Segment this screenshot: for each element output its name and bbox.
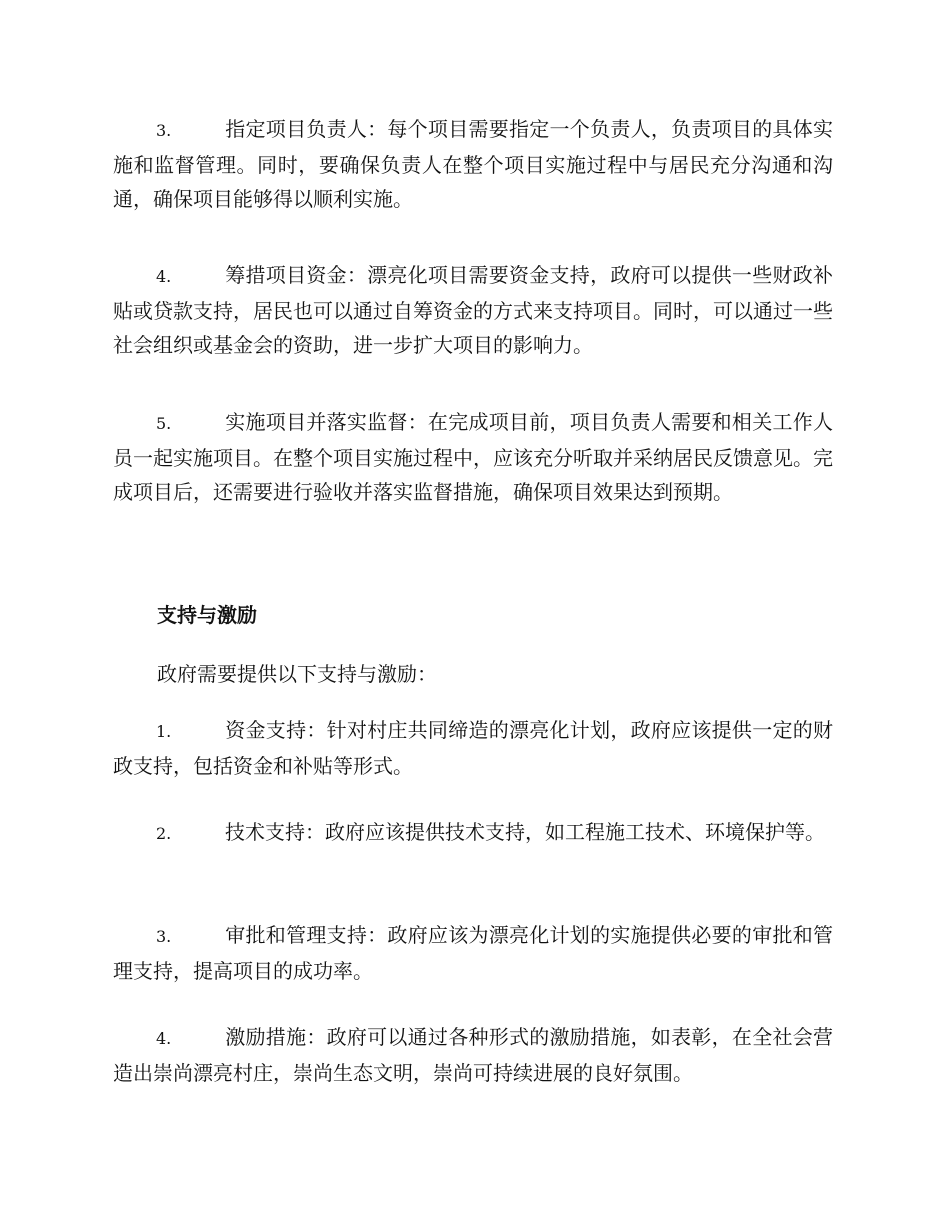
list-item-number: 1. [156, 722, 172, 741]
list-item-number: 4. [156, 1029, 172, 1048]
list-item [113, 258, 833, 362]
list-item-number: 3. [156, 121, 172, 140]
list-item-number: 3. [156, 927, 172, 946]
list-item [113, 1020, 833, 1090]
list-item-text: 技术支持：政府应该提供技术支持，如工程施工技术、环境保护等。 [225, 820, 825, 844]
list-item-number: 2. [156, 824, 172, 843]
list-item-text: 激励措施：政府可以通过各种形式的激励措施，如表彰，在全社会营造出崇尚漂亮村庄，崇尚生态文明，崇尚可持续进展的良好氛围。 [113, 1025, 833, 1085]
list-item-number: 5. [156, 414, 172, 433]
list-item-text: 资金支持：针对村庄共同缔造的漂亮化计划，政府应该提供一定的财政支持，包括资金和补贴等形式。 [113, 718, 833, 778]
list-item [113, 815, 833, 851]
list-item [113, 112, 833, 216]
section-heading: 支持与激励 [157, 603, 257, 627]
list-item-text: 指定项目负责人：每个项目需要指定一个负责人，负责项目的具体实施和监督管理。同时，要确保负责人在整个项目实施过程中与居民充分沟通和沟通，确保项目能够得以顺利实施。 [113, 117, 833, 211]
section-intro: 政府需要提供以下支持与激励： [157, 662, 437, 686]
list-item [113, 405, 833, 509]
list-item-number: 4. [156, 267, 172, 286]
list-item [113, 918, 833, 988]
list-item-text: 筹措项目资金：漂亮化项目需要资金支持，政府可以提供一些财政补贴或贷款支持，居民也可以通过自筹资金的方式来支持项目。同时，可以通过一些社会组织或基金会的资助，进一步扩大项目的影响力。 [113, 263, 833, 357]
list-item-text: 实施项目并落实监督：在完成项目前，项目负责人需要和相关工作人员一起实施项目。在整个项目实施过程中，应该充分听取并采纳居民反馈意见。完成项目后，还需要进行验收并落实监督措施，确保项目效果达到预期。 [113, 410, 833, 504]
list-item-text: 审批和管理支持：政府应该为漂亮化计划的实施提供必要的审批和管理支持，提高项目的成功率。 [113, 923, 833, 983]
list-item [113, 713, 833, 783]
